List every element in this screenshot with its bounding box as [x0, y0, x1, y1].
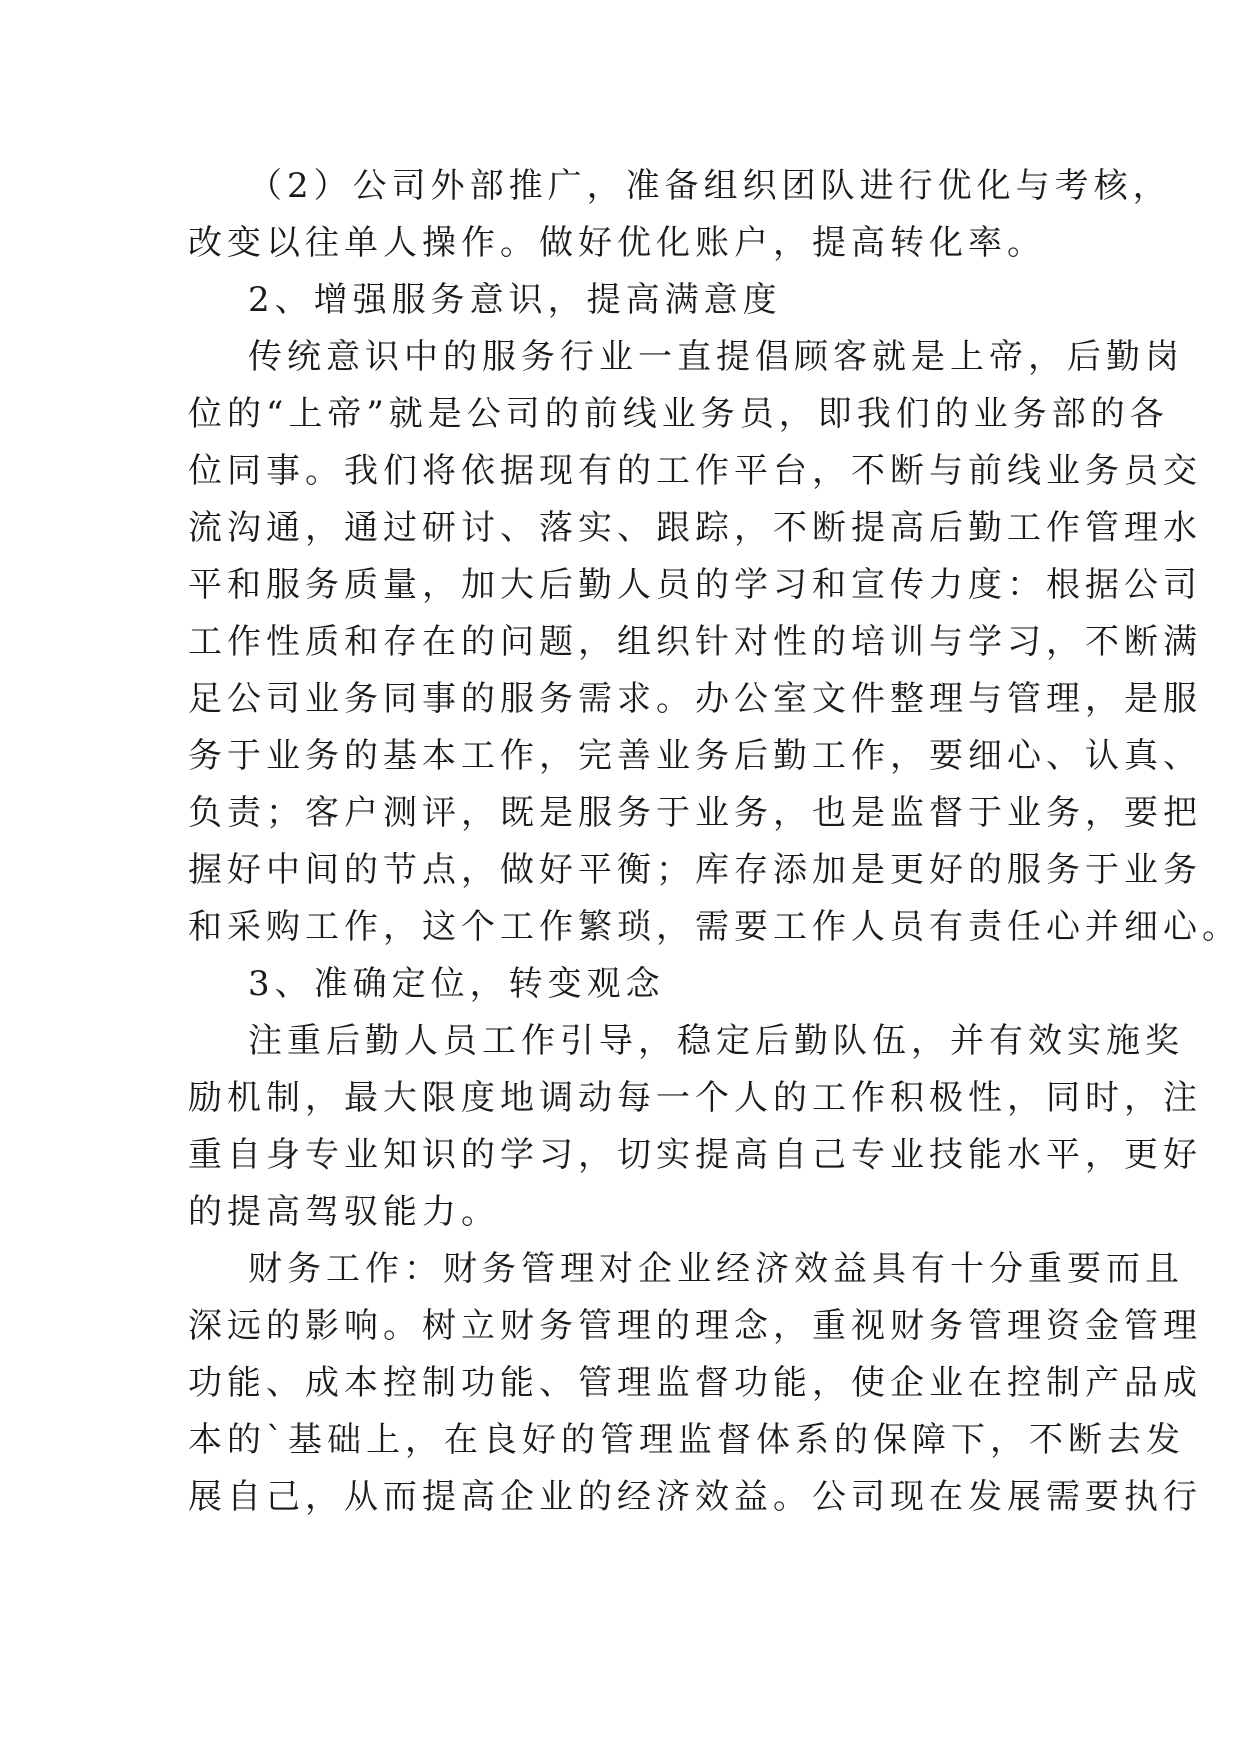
text-line: 握好中间的节点，做好平衡；库存添加是更好的服务于业务	[188, 850, 1202, 890]
text-line: 位的“上帝”就是公司的前线业务员，即我们的业务部的各	[188, 394, 1169, 434]
text-line: 负责；客户测评，既是服务于业务，也是监督于业务，要把	[188, 793, 1202, 833]
text-line: 务于业务的基本工作，完善业务后勤工作，要细心、认真、	[188, 736, 1202, 776]
text-line: 改变以往单人操作。做好优化账户，提高转化率。	[188, 223, 1046, 263]
text-line: 位同事。我们将依据现有的工作平台，不断与前线业务员交	[188, 451, 1202, 491]
text-line: 功能、成本控制功能、管理监督功能，使企业在控制产品成	[188, 1363, 1202, 1403]
section-heading: 2、增强服务意识，提高满意度	[248, 280, 782, 320]
text-line: 流沟通，通过研讨、落实、跟踪，不断提高后勤工作管理水	[188, 508, 1202, 548]
text-line: 本的`基础上，在良好的管理监督体系的保障下，不断去发	[188, 1420, 1185, 1460]
text-line: 财务工作：财务管理对企业经济效益具有十分重要而且	[248, 1249, 1184, 1289]
text-line: 平和服务质量，加大后勤人员的学习和宣传力度：根据公司	[188, 565, 1202, 605]
text-line: 和采购工作，这个工作繁琐，需要工作人员有责任心并细心。	[188, 907, 1241, 947]
section-heading: 3、准确定位，转变观念	[248, 964, 665, 1004]
text-line: 注重后勤人员工作引导，稳定后勤队伍，并有效实施奖	[248, 1021, 1184, 1061]
text-line: 足公司业务同事的服务需求。办公室文件整理与管理，是服	[188, 679, 1202, 719]
text-line: 励机制，最大限度地调动每一个人的工作积极性，同时，注	[188, 1078, 1202, 1118]
text-line: 传统意识中的服务行业一直提倡顾客就是上帝，后勤岗	[248, 337, 1184, 377]
text-line: 的提高驾驭能力。	[188, 1192, 500, 1232]
text-line: 重自身专业知识的学习，切实提高自己专业技能水平，更好	[188, 1135, 1202, 1175]
text-line: 深远的影响。树立财务管理的理念，重视财务管理资金管理	[188, 1306, 1202, 1346]
text-line: 展自己，从而提高企业的经济效益。公司现在发展需要执行	[188, 1477, 1202, 1517]
text-line: （2）公司外部推广，准备组织团队进行优化与考核，	[248, 166, 1172, 206]
text-line: 工作性质和存在的问题，组织针对性的培训与学习，不断满	[188, 622, 1202, 662]
document-body	[188, 158, 1241, 1526]
